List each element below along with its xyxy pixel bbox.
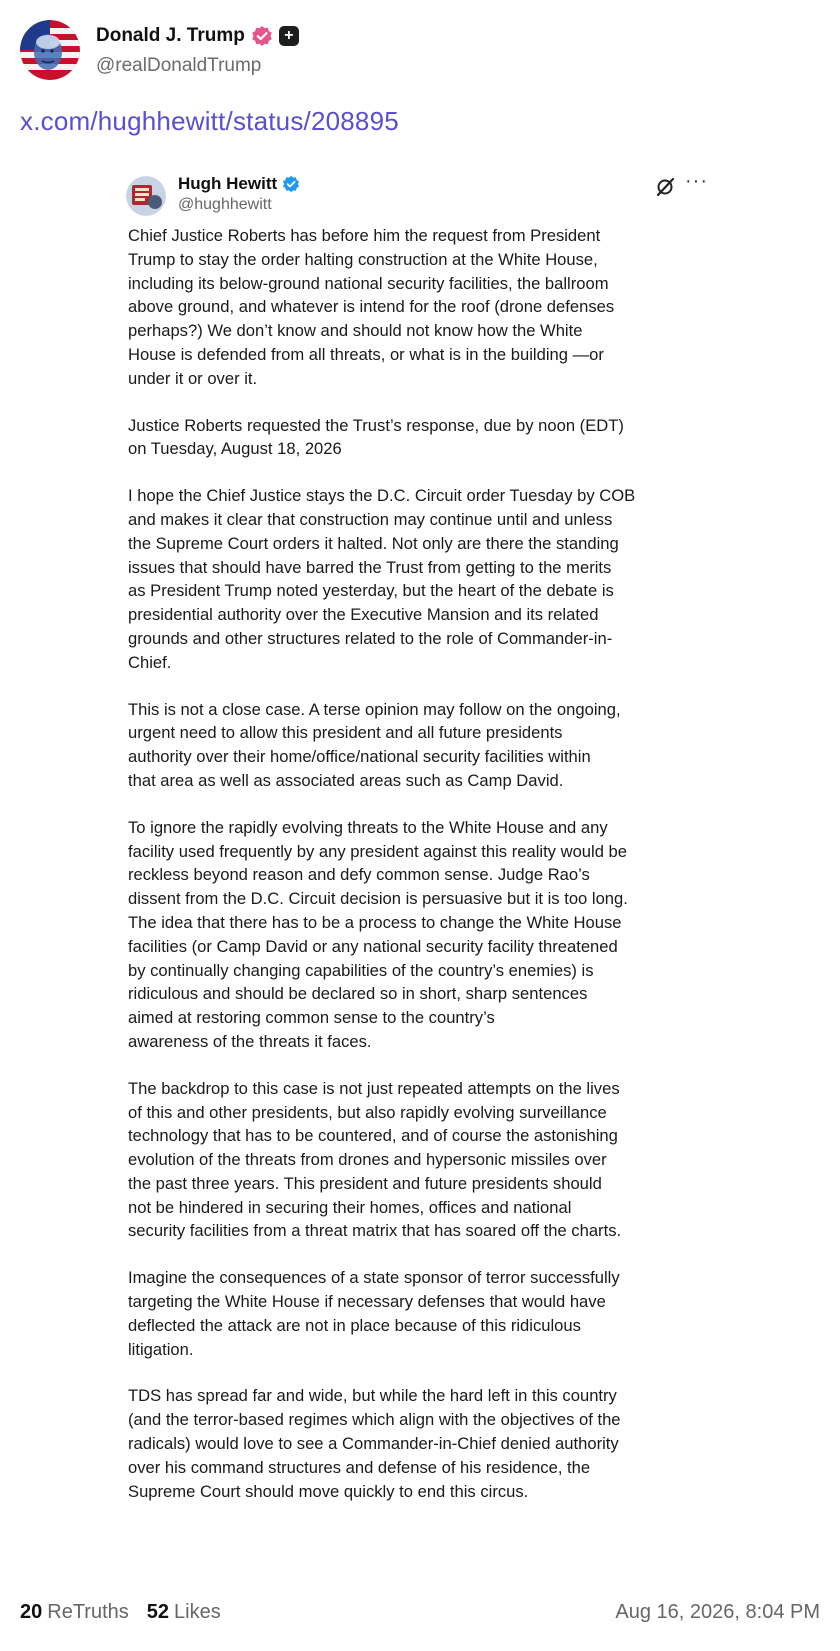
verified-badge-icon: [251, 25, 273, 47]
quoted-post-body: [114, 224, 734, 1503]
quoted-paragraph: Chief Justice Roberts has before him the request from President Trump to stay the order halting construction at the White House, including its below-ground national security facilities, the ballroom above ground, and whatever is intend for the roof (drone defenses perhaps?) We don’t know and should not know how the White House is defended from all threats, or what is in the building —or under it or over it.: [128, 226, 615, 388]
author-name[interactable]: Donald J. Trump: [96, 25, 245, 46]
author-handle[interactable]: @realDonaldTrump: [96, 55, 262, 76]
post-timestamp[interactable]: Aug 16, 2026, 8:04 PM: [615, 1601, 820, 1623]
quoted-author-name[interactable]: Hugh Hewitt: [178, 174, 278, 193]
likes-label: Likes: [174, 1601, 221, 1623]
likes-count: 52: [146, 1601, 170, 1623]
retruths-label: ReTruths: [47, 1601, 129, 1623]
likes-stat[interactable]: [147, 1601, 221, 1624]
quoted-paragraph: To ignore the rapidly evolving threats to the White House and any facility used frequently by any president against this reality would be reckless beyond reason and defy common sense. Judge Rao’s dissent from the D.C. Circuit decision is persuasive but it is too long. The idea that there has to be a process to change the White House facilities (or Camp David or any national security facility threatened by continually changing capabilities of the country’s enemies) is ridiculous and should be declared so in short, sharp sentences aimed at restoring common sense to the country’s awareness of the threats it faces.: [128, 817, 628, 1051]
plus-badge-icon: +: [279, 26, 299, 46]
quoted-paragraph: This is not a close case. A terse opinion may follow on the ongoing, urgent need to allow this president and all future presidents authority over their home/office/national security facilities within that area as well as associated areas such as Camp David.: [128, 699, 621, 790]
post-header: [20, 18, 299, 82]
retruths-stat[interactable]: [20, 1601, 129, 1624]
author-avatar[interactable]: [20, 20, 80, 80]
more-options-icon[interactable]: ···: [685, 170, 708, 192]
quoted-post[interactable]: [114, 160, 734, 1526]
grok-icon[interactable]: [654, 176, 676, 198]
quoted-verified-badge-icon: [282, 175, 300, 193]
post-footer: [20, 1601, 820, 1624]
quoted-post-link[interactable]: x.com/hughhewitt/status/208895: [20, 106, 399, 136]
quoted-paragraph: The backdrop to this case is not just repeated attempts on the lives of this and other presidents, but also rapidly evolving surveillance technology that has to be countered, and of course the astonishing evolution of the threats from drones and hypersonic missiles over the past three years. This president and future presidents should not be hindered in securing their homes, offices and national security facilities from a threat matrix that has soared off the charts.: [128, 1078, 622, 1241]
quoted-author-handle[interactable]: @hughhewitt: [178, 196, 272, 213]
quoted-paragraph: I hope the Chief Justice stays the D.C. Circuit order Tuesday by COB and makes it clear that construction may continue until and unless the Supreme Court orders it halted. Not only are there the standing issues that should have barred the Trust from getting to the merits as President Trump noted yesterday, but the heart of the debate is presidential authority over the Executive Mansion and its related grounds and other structures related to the role of Commander-in- Chief.: [128, 486, 636, 672]
quoted-paragraph: Justice Roberts requested the Trust’s response, due by noon (EDT) on Tuesday, August 18, 2026: [128, 415, 624, 459]
quoted-paragraph: Imagine the consequences of a state sponsor of terror successfully targeting the White House if necessary defenses that would have deflected the attack are not in place because of this ridiculous litigation.: [128, 1268, 620, 1359]
retruths-count: 20: [20, 1601, 43, 1623]
quoted-post-header: [114, 160, 734, 226]
quoted-author-avatar[interactable]: [126, 176, 166, 216]
quoted-paragraph: TDS has spread far and wide, but while the hard left in this country (and the terror-based regimes which align with the objectives of the radicals) would love to see a Commander-in-Chief denied authority over his command structures and defense of his residence, the Supreme Court should move quickly to end this circus.: [128, 1386, 621, 1501]
